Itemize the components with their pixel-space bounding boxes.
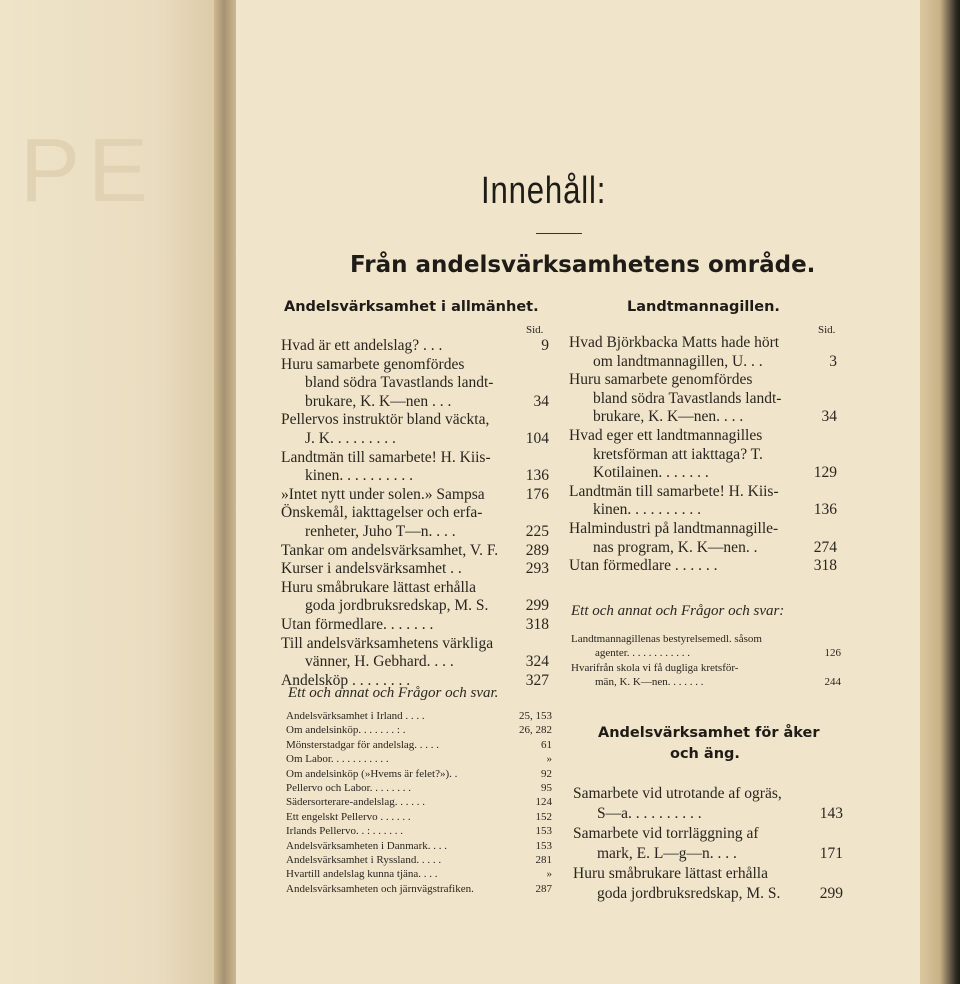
toc-page-number: 318 (813, 557, 837, 575)
toc-entry (281, 635, 549, 672)
toc-entry-text: Hvad eger ett landtmannagilles (569, 426, 763, 444)
toc-entry-text: Utan förmedlare . . . . . . (569, 557, 718, 575)
toc-entry (573, 824, 843, 864)
left-toc (281, 337, 549, 690)
misc-entry-text: Andelsvärksamhet i Irland . . . . (286, 710, 425, 722)
misc-entry (286, 709, 552, 723)
left-subhead: Andelsvärksamhet i allmänhet. (284, 299, 539, 315)
toc-entry-text: bland södra Tavastlands landt- (305, 374, 494, 392)
misc-page-number: » (546, 753, 552, 766)
misc-page-number: 124 (535, 796, 552, 809)
toc-page-number: 3 (829, 352, 837, 370)
misc-entry-text: Om Labor. . . . . . . . . . . (286, 753, 389, 766)
toc-entry (281, 560, 549, 579)
page-title: Innehåll: (481, 170, 607, 212)
toc-entry-text: kinen. . . . . . . . . . (593, 501, 702, 519)
page-edge (920, 0, 960, 984)
toc-entry-text: renheter, Juho T—n. . . . (305, 522, 456, 540)
toc-page-number: 129 (813, 464, 837, 482)
misc-entry-text: Irlands Pellervo. . : . . . . . . (286, 825, 404, 838)
toc-entry-text: J. K. . . . . . . . . (305, 429, 396, 447)
misc-page-number: 153 (535, 825, 552, 838)
toc-entry-text: Huru småbrukare lättast erhålla (281, 578, 476, 596)
toc-entry-text: agenter. . . . . . . . . . . . (595, 647, 691, 660)
toc-page-number: 104 (525, 429, 549, 447)
toc-page-number: 318 (525, 615, 549, 633)
toc-entry (281, 449, 549, 486)
left-misc-title: Ett och annat och Frågor och svar. (288, 685, 499, 701)
left-sid-label: Sid. (526, 324, 544, 336)
misc-entry (286, 723, 552, 737)
toc-entry-text: mark, E. L—g—n. . . . (597, 845, 737, 862)
right-subhead-2-line2: och äng. (670, 746, 740, 762)
toc-entry-text: bland södra Tavastlands landt- (593, 389, 782, 407)
toc-page-number: 299 (819, 885, 843, 902)
toc-entry-text: brukare, K. K—nen. . . . (593, 408, 744, 426)
toc-entry-text: Huru samarbete genomfördes (281, 355, 465, 373)
toc-page-number: 225 (525, 522, 549, 540)
misc-entry-text: Sädersorterare-andelslag. . . . . . (286, 796, 425, 809)
toc-page-number: 171 (819, 845, 843, 862)
misc-page-number: 153 (535, 839, 552, 852)
toc-entry (281, 504, 549, 541)
toc-page-number: 274 (813, 538, 837, 556)
misc-page-number: 26, 282 (519, 724, 552, 737)
toc-entry (573, 864, 843, 904)
misc-page-number: 281 (535, 854, 552, 867)
toc-entry-text: Landtmän till samarbete! H. Kiis- (569, 482, 779, 500)
misc-entry (286, 853, 552, 867)
toc-entry (569, 520, 837, 557)
toc-entry-text: Huru samarbete genomfördes (569, 371, 753, 389)
misc-entry-text: Om andelsinköp (»Hvems är felet?»). . (286, 767, 458, 780)
toc-page-number: 9 (541, 337, 549, 354)
misc-page-number: » (546, 868, 552, 881)
toc-entry (571, 632, 841, 661)
toc-entry-text: Utan förmedlare. . . . . . . (281, 615, 434, 633)
misc-entry-text: Andelsvärksamheten i Danmark. . . . (286, 839, 447, 852)
misc-page-number: 61 (541, 738, 552, 751)
toc-entry-text: Huru småbrukare lättast erhålla (573, 865, 768, 882)
toc-entry (281, 542, 549, 561)
toc-entry-text: goda jordbruksredskap, M. S. (597, 885, 781, 902)
right-toc (569, 334, 837, 576)
section-heading: Från andelsvärksamhetens område. (350, 252, 816, 278)
misc-entry-text: Andelsvärksamheten och järnvägstrafiken. (286, 882, 474, 895)
toc-entry-text: brukare, K. K—nen . . . (305, 392, 452, 410)
toc-entry-text: goda jordbruksredskap, M. S. (305, 597, 489, 615)
misc-entry-text: Hvartill andelslag kunna tjäna. . . . (286, 868, 438, 881)
toc-entry-text: Hvarifrån skola vi få dugliga kretsför- (571, 661, 739, 674)
toc-page-number: 299 (525, 597, 549, 615)
right-misc-title: Ett och annat och Frågor och svar: (571, 603, 785, 619)
toc-entry-text: kretsförman att iakttaga? T. (593, 445, 763, 463)
title-rule (536, 233, 582, 234)
toc-entry-text: »Intet nytt under solen.» Sampsa (281, 485, 485, 503)
toc-entry (569, 427, 837, 483)
toc-entry-text: Andelsköp . . . . . . . . (281, 671, 411, 689)
toc-entry (569, 557, 837, 576)
right-sid-label: Sid. (818, 324, 836, 336)
toc-page-number: 176 (525, 485, 549, 503)
toc-entry-text: Samarbete vid utrotande af ogräs, (573, 785, 782, 802)
misc-entry (286, 867, 552, 881)
toc-page-number: 143 (819, 805, 843, 822)
toc-entry-text: Kurser i andelsvärksamhet . . (281, 560, 462, 578)
toc-page-number: 136 (813, 501, 837, 519)
bleed-through-ghost: PE (20, 121, 157, 221)
toc-page-number: 136 (525, 467, 549, 485)
toc-page-number: 327 (525, 671, 549, 689)
toc-entry-text: Samarbete vid torrläggning af (573, 825, 759, 842)
toc-entry (281, 616, 549, 635)
toc-entry-text: Hvad är ett andelslag? . . . (281, 337, 443, 354)
toc-entry-text: nas program, K. K—nen. . (593, 538, 758, 556)
toc-page-number: 244 (824, 676, 841, 689)
toc-entry-text: Till andelsvärksamhetens värkliga (281, 634, 494, 652)
misc-entry-text: Mönsterstadgar för andelslag. . . . . (286, 738, 440, 751)
toc-entry (281, 579, 549, 616)
toc-entry-text: Halmindustri på landtmannagille- (569, 519, 779, 537)
toc-entry-text: Landtmän till samarbete! H. Kiis- (281, 448, 491, 466)
misc-entry (286, 767, 552, 781)
misc-entry (286, 795, 552, 809)
toc-entry-text: Tankar om andelsvärksamhet, V. F. (281, 541, 499, 559)
toc-entry (569, 371, 837, 427)
toc-entry-text: vänner, H. Gebhard. . . . (305, 653, 454, 671)
toc-entry (573, 784, 843, 824)
misc-entry-text: Pellervo och Labor. . . . . . . . (286, 782, 411, 795)
toc-entry-text: Önskemål, iakttagelser och erfa- (281, 504, 483, 522)
misc-page-number: 152 (535, 810, 552, 823)
right-subhead: Landtmannagillen. (627, 299, 780, 315)
misc-page-number: 287 (535, 882, 552, 895)
misc-entry (286, 738, 552, 752)
misc-entry (286, 781, 552, 795)
toc-entry (569, 483, 837, 520)
right-toc-2 (573, 784, 843, 904)
toc-entry (281, 337, 549, 356)
misc-entry (286, 882, 552, 896)
misc-page-number: 95 (541, 782, 552, 795)
book-gutter (214, 0, 236, 984)
toc-entry-text: Kotilainen. . . . . . . (593, 464, 709, 482)
toc-page-number: 289 (525, 541, 549, 559)
toc-entry (571, 661, 841, 690)
toc-entry (281, 356, 549, 412)
left-misc-list (286, 709, 552, 896)
toc-entry-text: kinen. . . . . . . . . . (305, 467, 414, 485)
right-subhead-2-line1: Andelsvärksamhet för åker (598, 725, 820, 741)
toc-entry (281, 411, 549, 448)
toc-page-number: 34 (821, 408, 837, 426)
misc-page-number: 25, 153 (519, 710, 552, 722)
toc-entry-text: Pellervos instruktör bland väckta, (281, 411, 490, 429)
toc-page-number: 293 (525, 560, 549, 578)
toc-entry-text: män, K. K—nen. . . . . . . (595, 676, 704, 689)
misc-entry (286, 824, 552, 838)
misc-entry (286, 810, 552, 824)
toc-page-number: 324 (525, 653, 549, 671)
toc-entry-text: om landtmannagillen, U. . . (593, 352, 763, 370)
toc-entry-text: Landtmannagillenas bestyrelsemedl. såsom (571, 633, 762, 645)
toc-entry (569, 334, 837, 371)
toc-entry-text: Hvad Björkbacka Matts hade hört (569, 334, 780, 351)
toc-page-number: 34 (533, 392, 549, 410)
misc-entry (286, 752, 552, 766)
misc-entry-text: Andelsvärksamhet i Ryssland. . . . . (286, 854, 442, 867)
misc-entry-text: Om andelsinköp. . . . . . . : . (286, 724, 406, 737)
toc-page-number: 126 (824, 647, 841, 660)
misc-page-number: 92 (541, 767, 552, 780)
toc-entry (281, 486, 549, 505)
toc-entry-text: S—a. . . . . . . . . . (597, 805, 702, 822)
misc-entry (286, 839, 552, 853)
right-misc-list (571, 632, 841, 690)
misc-entry-text: Ett engelskt Pellervo . . . . . . (286, 810, 411, 823)
